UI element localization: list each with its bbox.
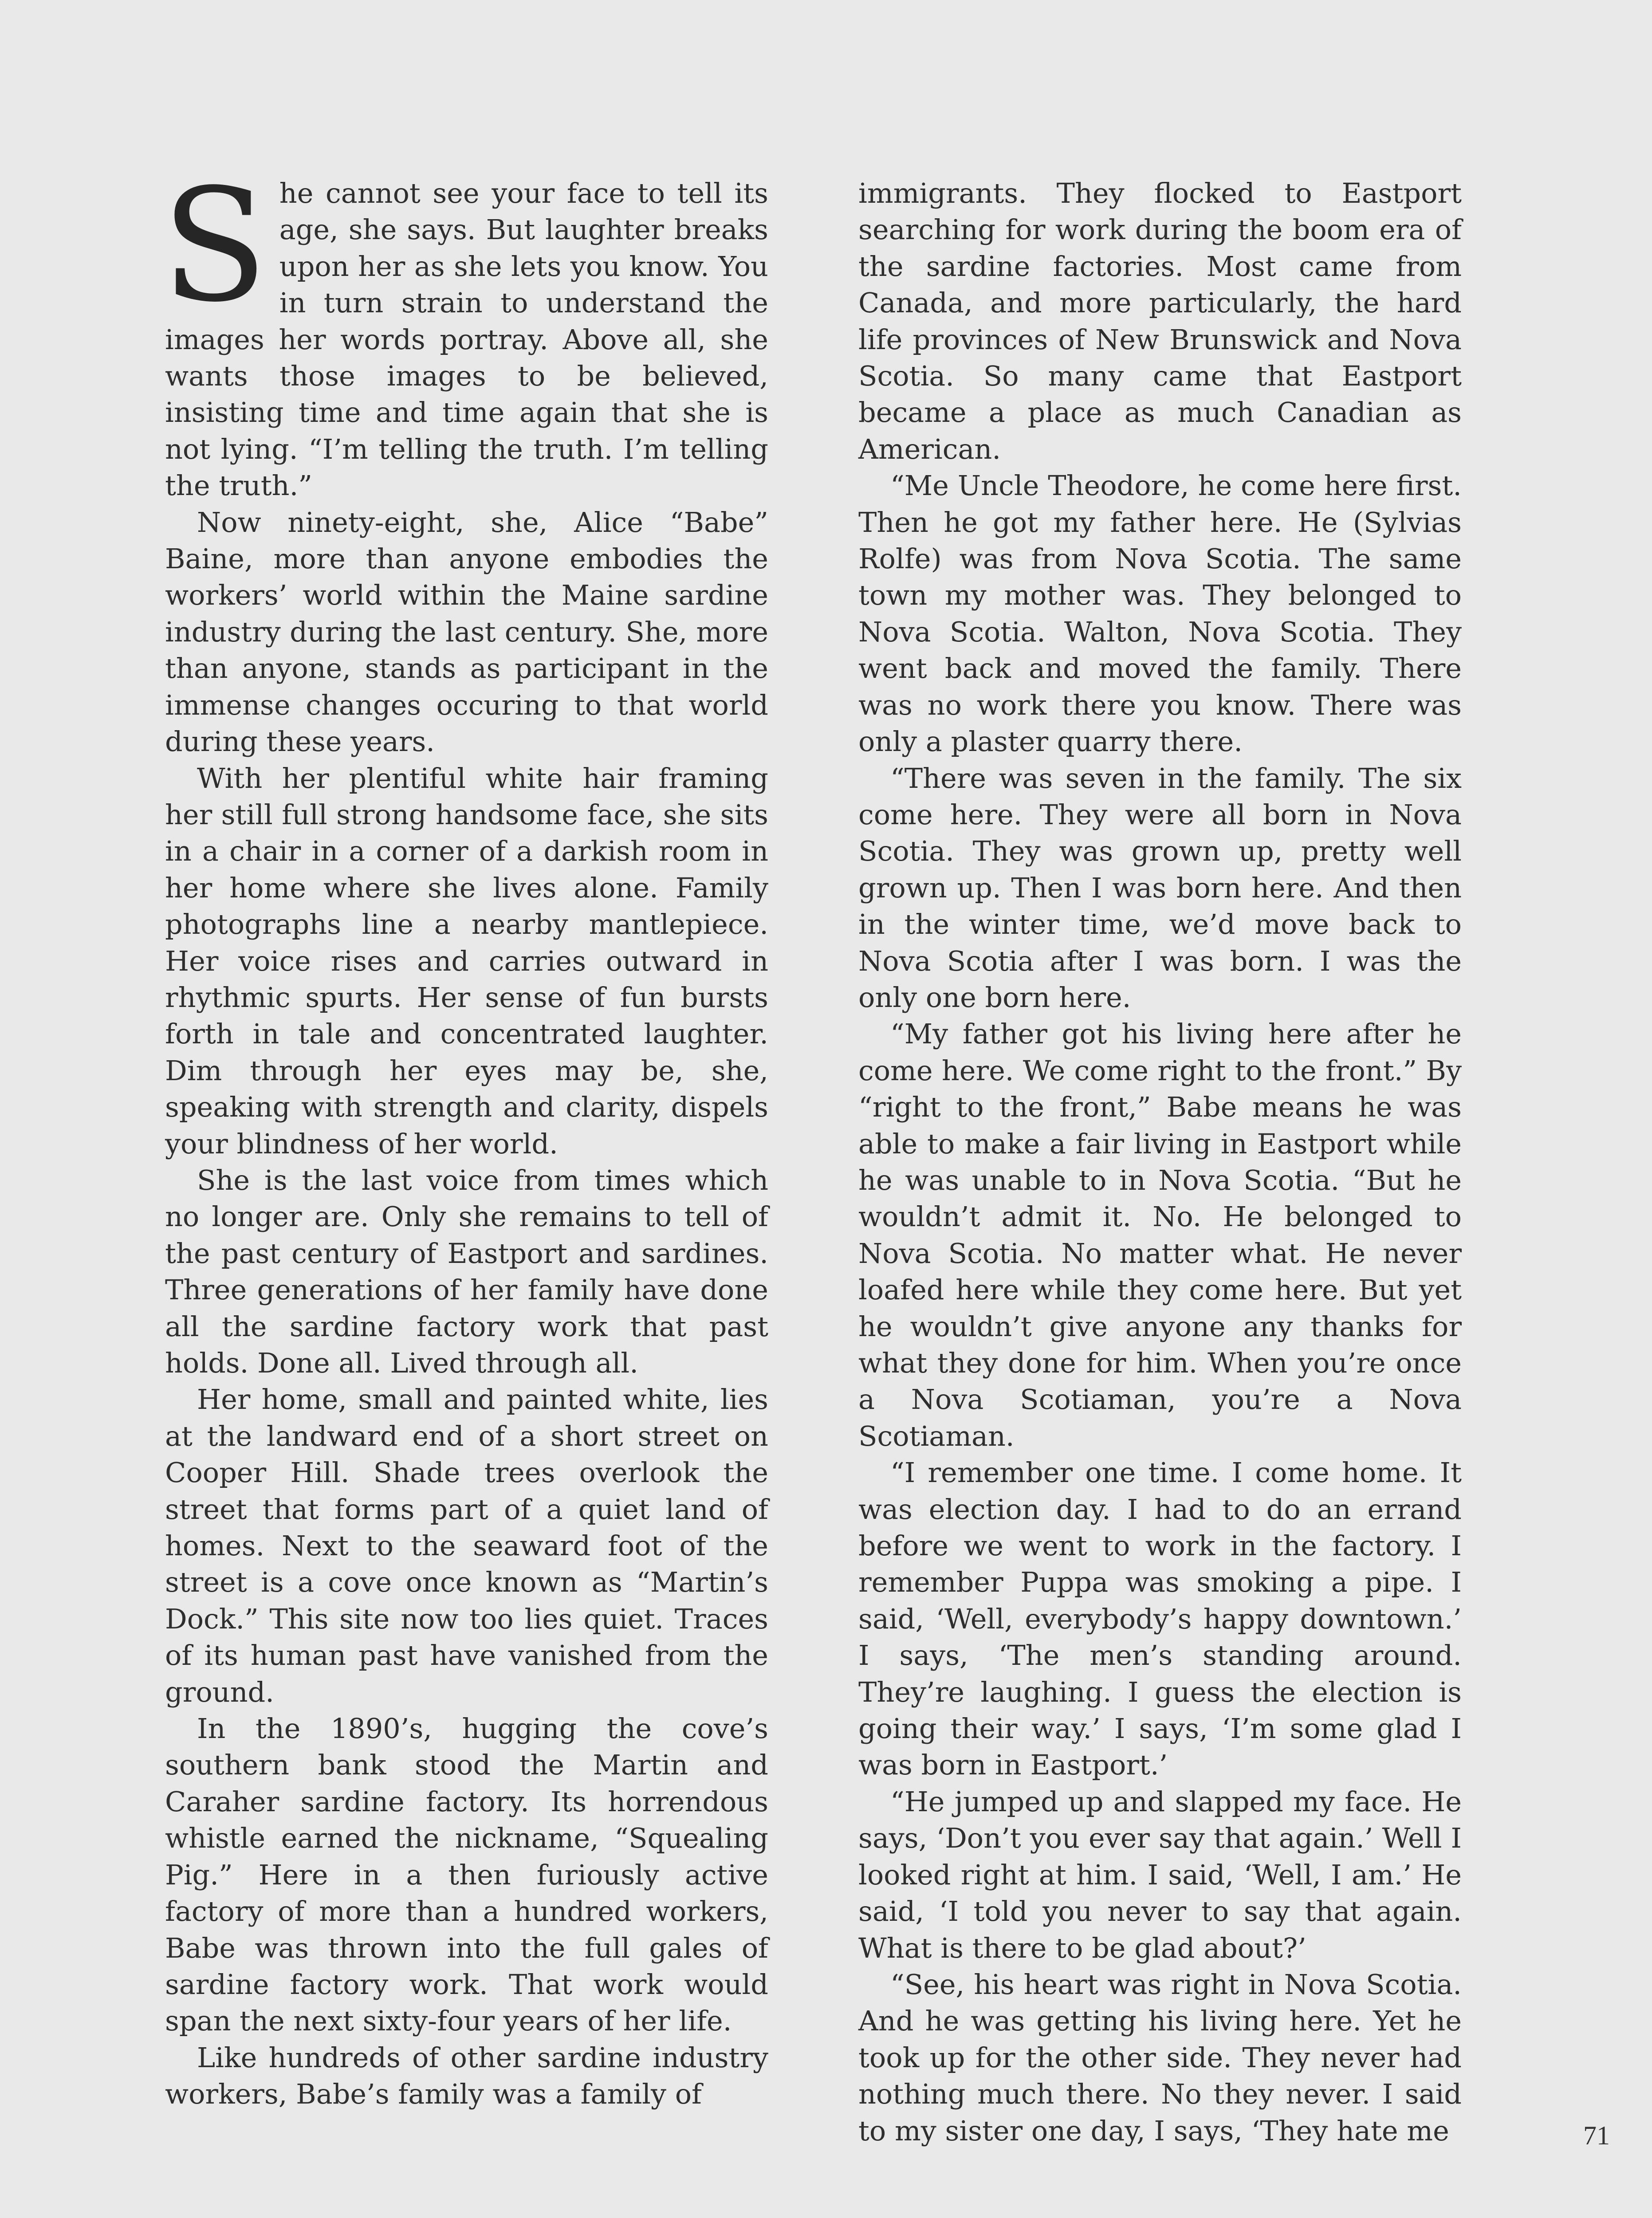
paragraph: “I remember one time. I come home. It was election day. I had to do an errand before we went to work in the factory. I remember Puppa was smoking a pipe. I said, ‘Well, everybody’s happy downtown.’ I says, ‘The men’s standing around. They’re laughing. I guess the election is going their way.’ I says, ‘I’m some glad I was born in Eastport.’ (858, 1456, 1462, 1781)
opening-paragraph (161, 155, 768, 504)
paragraph: “Me Uncle Theodore, he come here first. Then he got my father here. He (Sylvias Rolfe) was from Nova Scotia. The same town my mother was. They belonged to Nova Scotia. Walton, Nova Scotia. They went back and moved the family. There was no work there you know. There was only a plaster quarry there. (858, 469, 1462, 758)
paragraph: She is the last voice from times which no longer are. Only she remains to tell of the past century of Eastport and sardines. Three generations of her family have done all the sardine factory work that past holds. Done all. Lived through all. (165, 1164, 768, 1379)
paragraph: In the 1890’s, hugging the cove’s southern bank stood the Martin and Caraher sardine factory. Its horrendous whistle earned the nickname, “Squealing Pig.” Here in a then furiously active factory of more than a hundred workers, Babe was thrown into the full gales of sardine factory work. That work would span the next sixty-four years of her life. (165, 1712, 768, 2037)
left-column (161, 155, 768, 2113)
paragraph: Her home, small and painted white, lies at the landward end of a short street on Cooper Hill. Shade trees overlook the street that forms part of a quiet land of homes. Next to the seaward foot of the street is a cove once known as “Martin’s Dock.” This site now too lies quiet. Traces of its human past have vanished from the ground. (165, 1383, 768, 1708)
paragraph: immigrants. They flocked to Eastport searching for work during the boom era of the sardine factories. Most came from Canada, and more particularly, the hard life provinces of New Brunswick and Nova Scotia. So many came that Eastport became a place as much Canadian as American. (858, 177, 1462, 465)
opening-paragraph-text: he cannot see your face to tell its age, she says. But laughter breaks upon her as she lets you know. You in turn strain to understand the images her words portray. Above all, she wants those images to be believed, insisting time and time again that she is not lying. “I’m telling the truth. I’m telling the truth.” (165, 177, 768, 502)
paragraph: “There was seven in the family. The six come here. They were all born in Nova Scotia. They was grown up, pretty well grown up. Then I was born here. And then in the winter time, we’d move back to Nova Scotia after I was born. I was the only one born here. (858, 762, 1462, 1014)
paragraph: “He jumped up and slapped my face. He says, ‘Don’t you ever say that again.’ Well I looked right at him. I said, ‘Well, I am.’ He said, ‘I told you never to say that again. What is there to be glad about?’ (858, 1785, 1462, 1964)
page-number: 71 (1583, 2121, 1610, 2150)
paragraph: Like hundreds of other sardine industry workers, Babe’s family was a family of (165, 2041, 768, 2111)
paragraph: “See, his heart was right in Nova Scotia. And he was getting his living here. Yet he took up for the other side. They never had nothing much there. No they never. I said to my sister one day, I says, ‘They hate me (858, 1968, 1462, 2147)
drop-cap: S (161, 155, 268, 336)
paragraph: With her plentiful white hair framing her still full strong handsome face, she sits in a chair in a corner of a darkish room in her home where she lives alone. Family photographs line a nearby mantlepiece. Her voice rises and carries outward in rhythmic spurts. Her sense of fun bursts forth in tale and concentrated laughter. Dim through her eyes may be, she, speaking with strength and clarity, dispels your blindness of her world. (165, 762, 768, 1160)
paragraph: Now ninety-eight, she, Alice “Babe” Baine, more than anyone embodies the workers’ world within the Maine sardine industry during the last century. She, more than anyone, stands as participant in the immense changes occuring to that world during these years. (165, 506, 768, 758)
right-column (858, 175, 1462, 2149)
paragraph: “My father got his living here after he come here. We come right to the front.” By “right to the front,” Babe means he was able to make a fair living in Eastport while he was unable to in Nova Scotia. “But he wouldn’t admit it. No. He belonged to Nova Scotia. No matter what. He never loafed here while they come here. But yet he wouldn’t give anyone any thanks for what they done for him. When you’re once a Nova Scotiaman, you’re a Nova Scotiaman. (858, 1018, 1462, 1452)
